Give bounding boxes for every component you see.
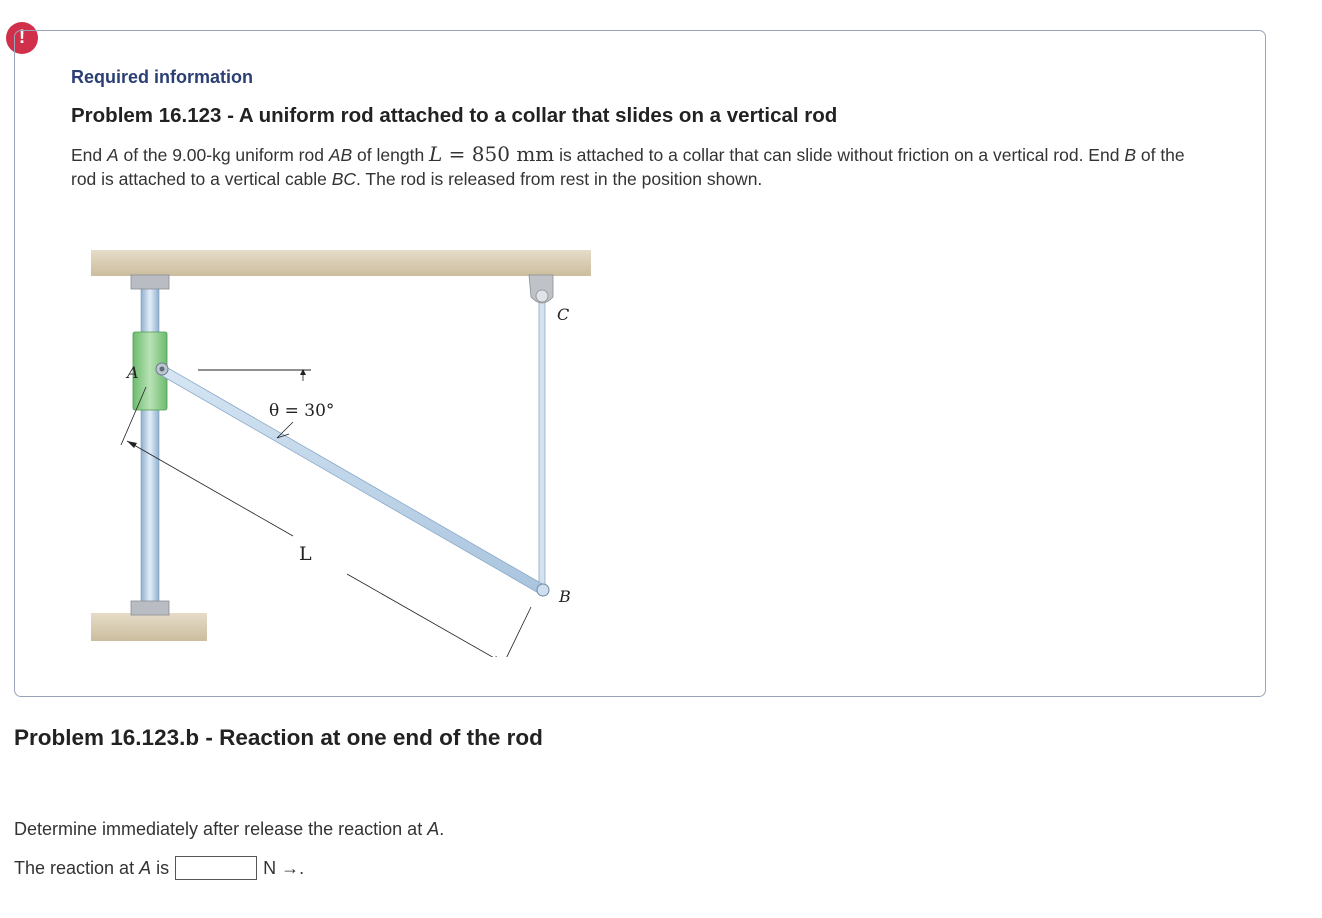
label-a: A xyxy=(127,363,139,382)
ceiling-support xyxy=(91,250,591,276)
cable-bc xyxy=(539,301,545,591)
alert-symbol: ! xyxy=(18,27,26,48)
answer-label: The reaction at A is xyxy=(14,857,170,878)
rod-collar-figure xyxy=(91,217,611,657)
angle-label: θ = 30° xyxy=(269,401,335,421)
pin-b xyxy=(537,584,549,596)
top-mount xyxy=(131,275,169,289)
subpart-title: Problem 16.123.b - Reaction at one end of the rod xyxy=(14,725,543,750)
answer-row xyxy=(14,856,304,880)
problem-statement: End A of the 9.00-kg uniform rod AB of length L = 850 mm is attached to a collar that can slide without friction on a vertical rod. End B of the rod is attached to a vertical cable BC. The rod is released from rest in the position shown. xyxy=(71,142,1185,189)
reaction-answer-input[interactable] xyxy=(175,856,257,880)
problem-title: Problem 16.123 - A uniform rod attached to a collar that slides on a vertical rod xyxy=(71,104,838,127)
bottom-mount xyxy=(131,601,169,615)
answer-unit: N →. xyxy=(263,857,305,878)
length-expression: L = 850 mm xyxy=(429,142,555,166)
rod-ab xyxy=(158,365,546,594)
label-b: B xyxy=(559,587,571,606)
label-c: C xyxy=(557,305,570,324)
label-l: L xyxy=(299,543,312,565)
floor-support xyxy=(91,613,207,641)
question-text: Determine immediately after release the reaction at A. xyxy=(14,819,445,839)
required-info-heading: Required information xyxy=(71,67,254,87)
required-info-card xyxy=(14,30,1266,697)
